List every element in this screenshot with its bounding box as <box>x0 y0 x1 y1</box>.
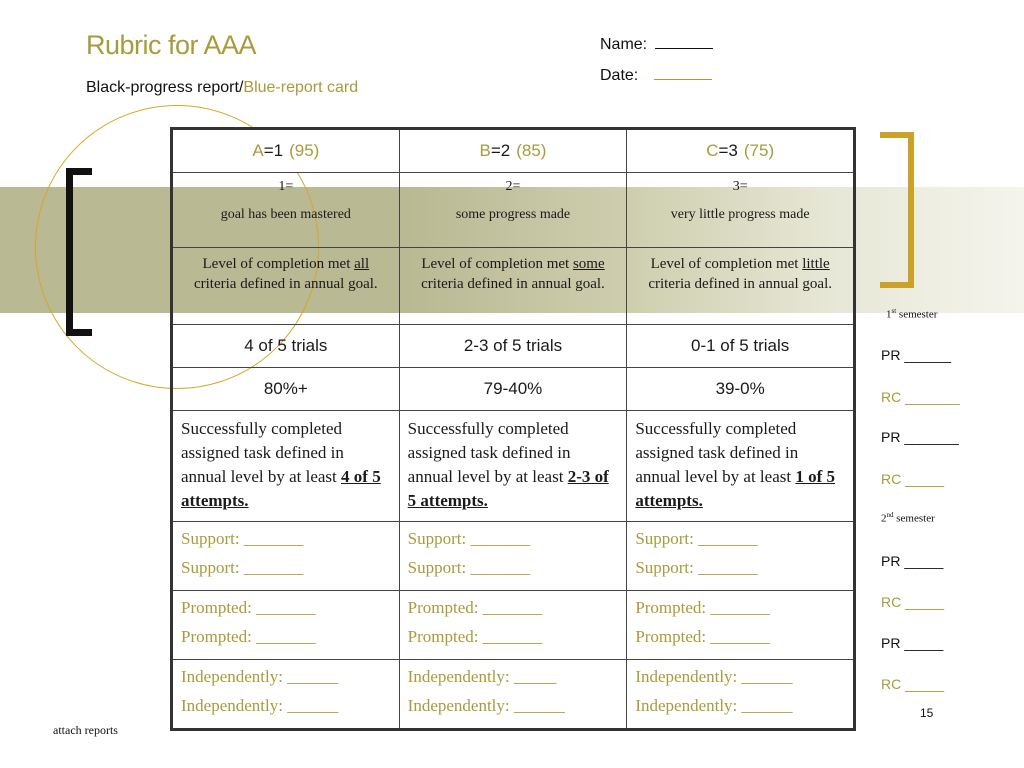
sem2-pr-1: PR _____ <box>881 553 944 569</box>
support-line: Support: _______ <box>635 529 758 548</box>
sem2-rc-1: RC _____ <box>881 594 945 610</box>
criteria-text: Level of completion met <box>650 256 803 272</box>
prompted-cell <box>399 591 627 660</box>
semester-sup: st <box>891 307 897 315</box>
independent-line: Independently: ______ <box>635 696 793 715</box>
progress-desc: goal has been mastered <box>220 207 351 222</box>
subtitle-blue: Blue-report card <box>243 79 359 96</box>
independent-row <box>172 660 855 730</box>
prompted-cell <box>172 591 400 660</box>
sem2-rc-2: RC _____ <box>881 676 945 692</box>
trials-cell: 0-1 of 5 trials <box>627 325 855 368</box>
trials-cell: 4 of 5 trials <box>172 325 400 368</box>
prompted-line: Prompted: _______ <box>181 627 316 646</box>
grade-eq: =1 <box>263 141 284 160</box>
progress-cell <box>399 173 627 248</box>
name-line <box>655 38 713 49</box>
independent-line: Independently: ______ <box>181 696 339 715</box>
independent-line: Independently: ______ <box>407 696 565 715</box>
left-bracket-shape <box>66 168 92 336</box>
support-cell <box>172 522 400 591</box>
prompted-cell <box>627 591 855 660</box>
progress-number: 2= <box>505 179 521 194</box>
prompted-line: Prompted: _______ <box>407 598 543 617</box>
criteria-text: Level of completion met <box>421 256 573 272</box>
semester-1-label <box>886 307 937 321</box>
semester-num: 2 <box>881 512 887 525</box>
support-line: Support: _______ <box>407 529 530 548</box>
success-key: 1 of 5 attempts. <box>635 467 836 510</box>
semester-2-label <box>881 511 935 525</box>
independent-line: Independently: ______ <box>635 667 793 686</box>
grade-letter: C <box>706 141 719 160</box>
rubric-table <box>170 127 856 731</box>
progress-number: 1= <box>278 179 294 194</box>
criteria-text: criteria defined in annual goal. <box>648 276 832 292</box>
grade-header-c <box>627 129 855 173</box>
percent-row <box>172 368 855 411</box>
name-field <box>600 36 713 54</box>
independent-cell <box>399 660 627 730</box>
prompted-line: Prompted: _______ <box>181 598 316 617</box>
independent-cell <box>172 660 400 730</box>
date-label: Date: <box>600 67 639 84</box>
sem1-pr-2: PR _______ <box>881 429 959 445</box>
percent-cell: 80%+ <box>172 368 400 411</box>
page-number: 15 <box>920 706 934 720</box>
criteria-cell <box>627 248 855 325</box>
criteria-cell <box>399 248 627 325</box>
sem1-pr-1: PR ______ <box>881 347 952 363</box>
grade-eq: =2 <box>490 141 511 160</box>
progress-number: 3= <box>732 179 748 194</box>
progress-cell <box>627 173 855 248</box>
trials-cell: 2-3 of 5 trials <box>399 325 627 368</box>
progress-desc: very little progress made <box>670 207 810 222</box>
grade-header-a <box>172 129 400 173</box>
sem2-pr-2: PR _____ <box>881 635 944 651</box>
success-text: Successfully completed assigned task defined in annual level by at least <box>181 419 344 486</box>
grade-eq: =3 <box>718 141 738 160</box>
support-cell <box>399 522 627 591</box>
semester-sup: nd <box>886 511 894 519</box>
success-text: Successfully completed assigned task defined in annual level by at least <box>407 419 571 486</box>
page-title: Rubric for AAA <box>86 30 257 60</box>
support-line: Support: _______ <box>407 558 530 577</box>
criteria-key: all <box>354 256 370 272</box>
percent-cell: 39-0% <box>627 368 855 411</box>
grade-letter: B <box>479 141 491 160</box>
success-key: 4 of 5 attempts. <box>181 467 381 510</box>
right-bracket-shape <box>880 132 914 288</box>
success-cell <box>627 411 855 522</box>
support-line: Support: _______ <box>635 558 758 577</box>
trials-row <box>172 325 855 368</box>
subtitle-black: Black-progress report/ <box>86 79 244 96</box>
name-label: Name: <box>600 36 648 53</box>
success-row <box>172 411 855 522</box>
sem1-rc-2: RC _____ <box>881 471 945 487</box>
progress-cell <box>172 173 400 248</box>
criteria-key: some <box>572 256 605 272</box>
prompted-row <box>172 591 855 660</box>
criteria-row <box>172 248 855 325</box>
support-line: Support: _______ <box>181 529 304 548</box>
percent-cell: 79-40% <box>399 368 627 411</box>
progress-desc: some progress made <box>455 207 571 222</box>
grade-letter: A <box>252 141 264 160</box>
prompted-line: Prompted: _______ <box>635 598 770 617</box>
success-text: Successfully completed assigned task defined in annual level by at least <box>635 419 799 486</box>
criteria-text: Level of completion met <box>202 256 355 272</box>
criteria-key: little <box>802 256 830 272</box>
grade-header-b <box>399 129 627 173</box>
date-line <box>654 69 712 80</box>
sem1-rc-1: RC _______ <box>881 389 960 405</box>
criteria-text: criteria defined in annual goal. <box>193 276 378 292</box>
footer-note: attach reports <box>53 723 118 737</box>
grade-pct: (75) <box>743 141 775 160</box>
support-cell <box>627 522 855 591</box>
grade-pct: (85) <box>516 141 547 160</box>
semester-text: semester <box>896 308 938 321</box>
independent-line: Independently: _____ <box>407 667 557 686</box>
success-cell <box>172 411 400 522</box>
success-key: 2-3 of 5 attempts. <box>407 467 609 510</box>
prompted-line: Prompted: _______ <box>635 627 770 646</box>
subtitle <box>86 79 358 97</box>
prompted-line: Prompted: _______ <box>407 627 543 646</box>
date-field <box>600 67 712 85</box>
semester-num: 1 <box>886 308 892 321</box>
support-row <box>172 522 855 591</box>
independent-line: Independently: ______ <box>181 667 339 686</box>
progress-row <box>172 173 855 248</box>
grade-pct: (95) <box>289 141 320 160</box>
independent-cell <box>627 660 855 730</box>
grade-header-row <box>172 129 855 173</box>
semester-text: semester <box>893 512 935 525</box>
support-line: Support: _______ <box>181 558 304 577</box>
criteria-text: criteria defined in annual goal. <box>421 276 605 292</box>
success-cell <box>399 411 627 522</box>
criteria-cell <box>172 248 400 325</box>
